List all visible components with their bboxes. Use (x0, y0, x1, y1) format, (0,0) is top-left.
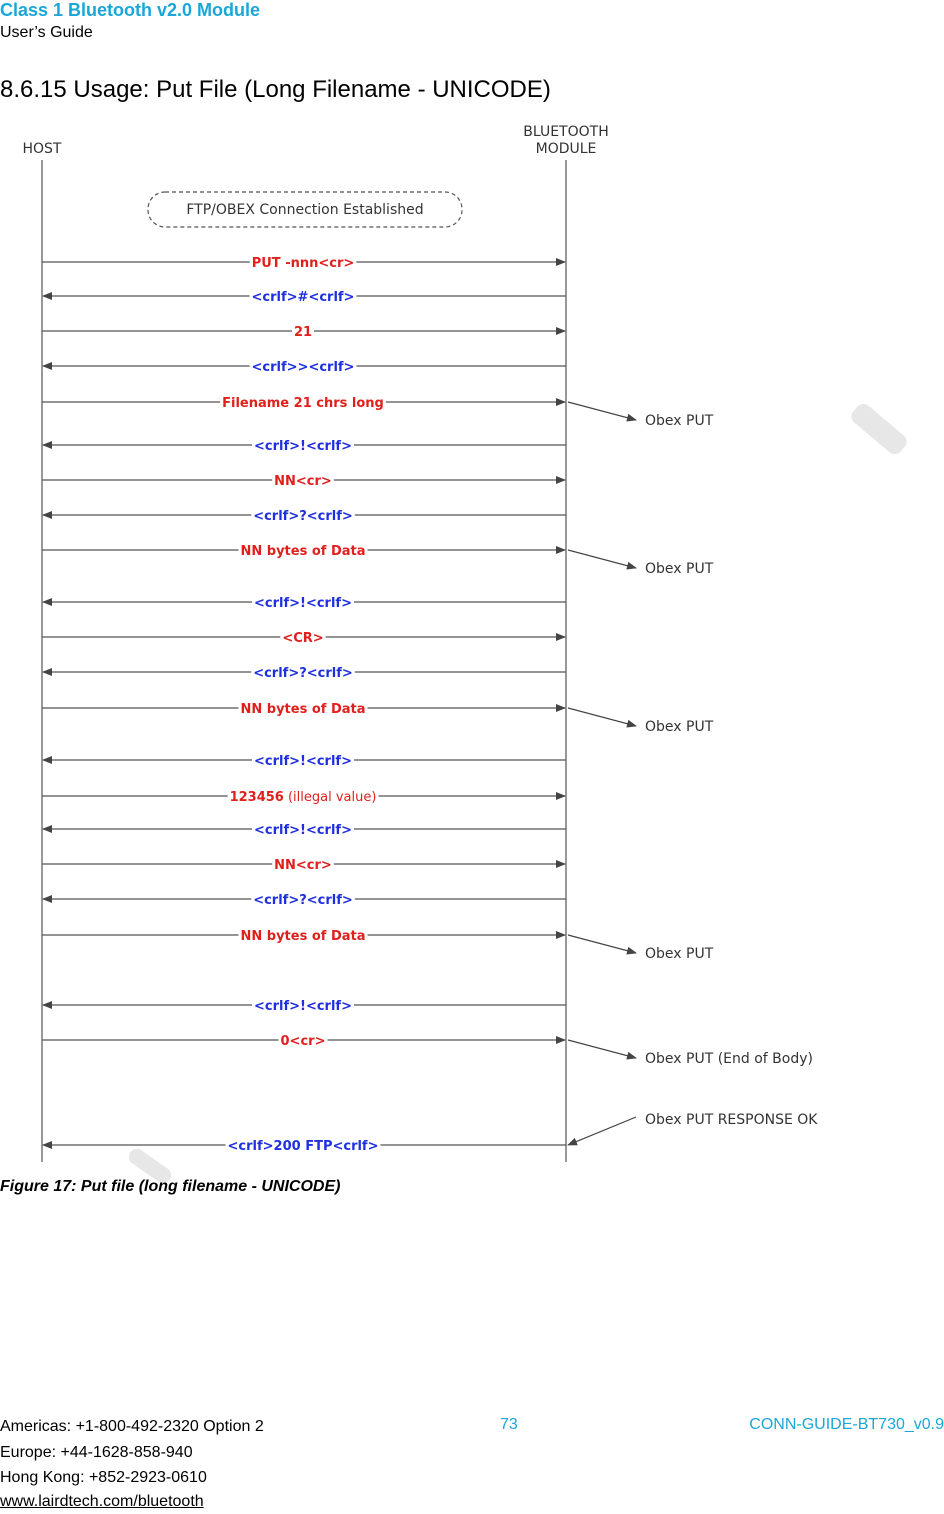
note-pointer (568, 550, 636, 568)
obex-note-label: Obex PUT (End of Body) (645, 1051, 813, 1067)
footer-phone-americas: Americas: +1-800-492-2320 Option 2 (0, 1418, 264, 1435)
message-row (43, 1112, 818, 1155)
message-label: NN<cr> (274, 474, 332, 489)
message-list (42, 255, 818, 1155)
message-row (43, 753, 566, 770)
message-row (43, 822, 566, 839)
message-row (42, 1033, 813, 1067)
message-row (43, 289, 566, 306)
message-label: <crlf>!<crlf> (254, 999, 352, 1014)
message-row (42, 255, 565, 272)
message-label: NN bytes of Data (240, 544, 366, 559)
note-pointer (568, 1117, 636, 1145)
message-row (43, 508, 566, 525)
message-label: 123456 (illegal value) (229, 790, 377, 805)
message-row (42, 543, 714, 577)
message-row (42, 473, 565, 490)
footer-phone-europe: Europe: +44-1628-858-940 (0, 1444, 193, 1461)
message-label: NN bytes of Data (240, 929, 366, 944)
message-row (42, 789, 565, 806)
message-label: <crlf>?<crlf> (253, 666, 353, 681)
message-row (43, 438, 566, 455)
obex-note-label: Obex PUT (645, 561, 714, 577)
footer-website-link[interactable]: www.lairdtech.com/bluetooth (0, 1493, 204, 1510)
note-pointer (568, 708, 636, 726)
message-label: <crlf>#<crlf> (251, 290, 355, 305)
note-pointer (568, 1040, 636, 1058)
section-title: 8.6.15 Usage: Put File (Long Filename - UNICODE) (0, 76, 551, 103)
module-lifeline-label: BLUETOOTH (523, 124, 609, 140)
obex-note-label: Obex PUT (645, 413, 714, 429)
message-label: 21 (293, 325, 313, 340)
module-lifeline-label-line2: MODULE (535, 141, 597, 157)
message-label: <crlf>!<crlf> (254, 823, 352, 838)
message-row (42, 324, 565, 341)
obex-note-label: Obex PUT RESPONSE OK (645, 1112, 818, 1128)
message-label: <crlf>!<crlf> (254, 439, 352, 454)
document-header-subtitle: User’s Guide (0, 24, 93, 41)
message-row (42, 630, 565, 647)
message-row (43, 892, 566, 909)
message-row (42, 857, 565, 874)
document-header-title: Class 1 Bluetooth v2.0 Module (0, 0, 261, 20)
message-label: <crlf>><crlf> (251, 360, 355, 375)
message-label: <crlf>200 FTP<crlf> (227, 1139, 379, 1154)
message-label: <CR> (282, 631, 324, 646)
sequence-diagram (0, 112, 944, 1172)
message-row (43, 359, 566, 376)
message-row (42, 395, 714, 429)
message-label: NN bytes of Data (240, 702, 366, 717)
message-label: PUT -nnn<cr> (251, 256, 355, 271)
footer-phone-hongkong: Hong Kong: +852-2923-0610 (0, 1469, 207, 1486)
note-pointer (568, 402, 636, 420)
message-row (43, 998, 566, 1015)
message-row (43, 595, 566, 612)
message-label-suffix: (illegal value) (283, 790, 377, 805)
page-number: 73 (500, 1416, 518, 1433)
message-row (42, 928, 714, 962)
message-label: <crlf>!<crlf> (254, 596, 352, 611)
message-label: <crlf>?<crlf> (253, 509, 353, 524)
message-label: Filename 21 chrs long (222, 396, 384, 411)
connection-banner-text: FTP/OBEX Connection Established (186, 202, 424, 218)
figure-caption: Figure 17: Put file (long filename - UNICODE) (0, 1178, 341, 1195)
obex-note-label: Obex PUT (645, 946, 714, 962)
message-row (43, 665, 566, 682)
message-label: <crlf>!<crlf> (254, 754, 352, 769)
obex-note-label: Obex PUT (645, 719, 714, 735)
document-id: CONN-GUIDE-BT730_v0.9 (749, 1416, 944, 1433)
note-pointer (568, 935, 636, 953)
host-lifeline-label: HOST (22, 141, 62, 157)
message-label: <crlf>?<crlf> (253, 893, 353, 908)
message-row (42, 701, 714, 735)
message-label: 0<cr> (280, 1034, 326, 1049)
message-label: NN<cr> (274, 858, 332, 873)
